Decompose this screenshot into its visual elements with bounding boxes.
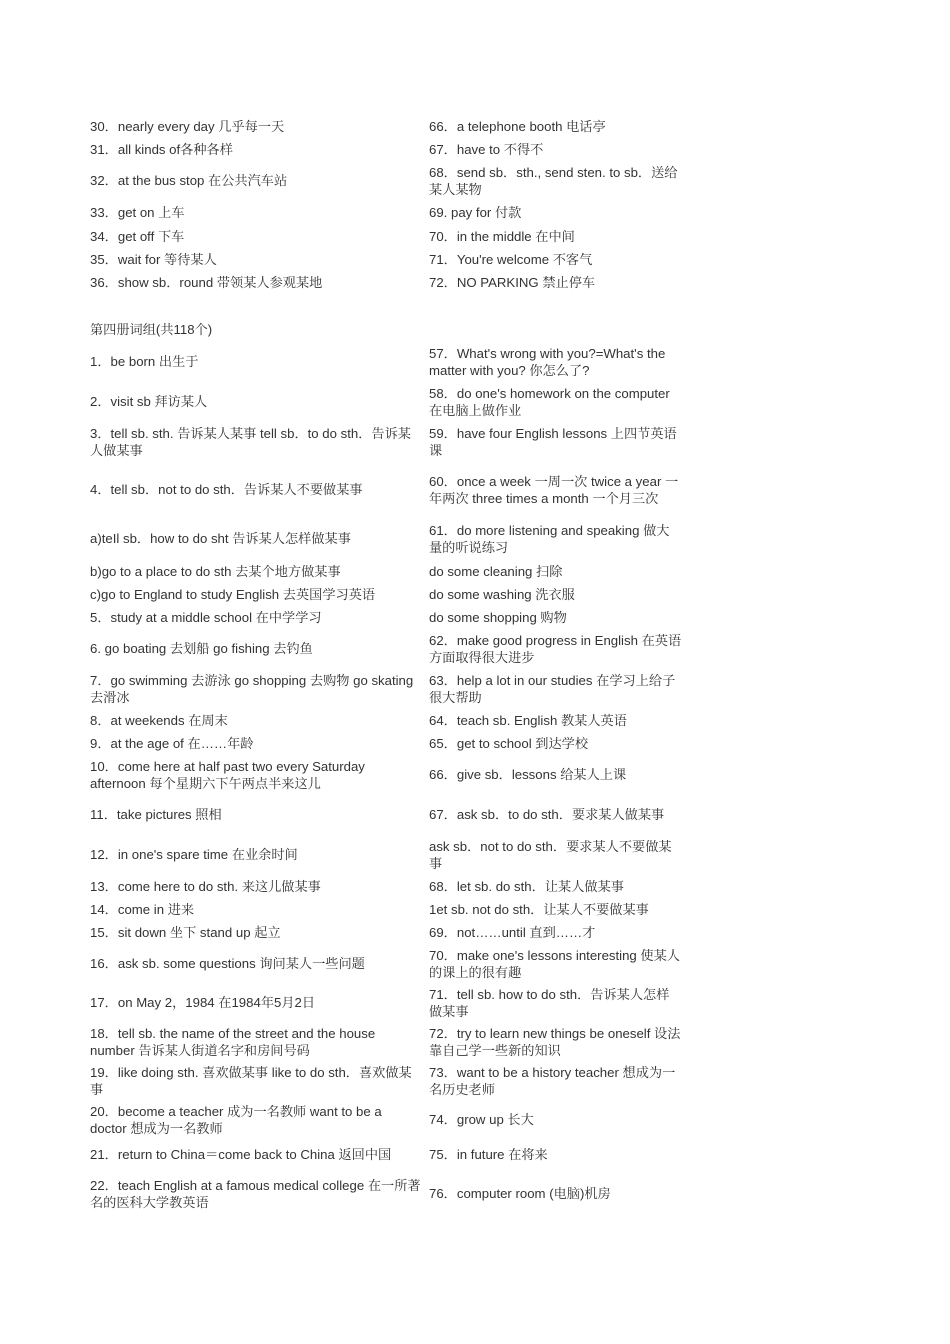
table-row [86, 984, 686, 1022]
phrase-cell: 14．come in 进来 [90, 901, 195, 917]
phrase-cell: 12．in one's spare time 在业余时间 [90, 847, 298, 863]
table-row [86, 1100, 686, 1140]
phrase-cell: 4．tell sb．not to do sth．告诉某人不要做某事 [90, 482, 363, 498]
table-row [86, 225, 686, 248]
phrase-cell: 13．come here to do sth. 来这儿做某事 [90, 878, 321, 894]
phrase-cell: 66．give sb．lessons 给某人上课 [429, 767, 627, 783]
phrase-cell: 8．at weekends 在周末 [90, 712, 228, 728]
table-row [86, 629, 686, 669]
table-row [86, 755, 686, 795]
phrase-cell: 67．have to 不得不 [429, 141, 544, 157]
phrase-cell: 68．let sb. do sth．让某人做某事 [429, 878, 624, 894]
phrase-cell: 20．become a teacher 成为一名教师 want to be a doctor 想成为一名教师 [90, 1103, 382, 1136]
phrase-cell: 30．nearly every day 几乎每一天 [90, 119, 285, 135]
phrase-cell: do some washing 洗衣服 [429, 586, 575, 602]
table-row [86, 518, 686, 560]
phrase-cell: 34．get off 下车 [90, 228, 185, 244]
phrase-cell: 63．help a lot in our studies 在学习上给子很大帮助 [429, 672, 676, 705]
table-row [86, 382, 686, 422]
phrase-cell: 21．return to China＝come back to China 返回中国 [90, 1147, 392, 1163]
phrase-cell: 65．get to school 到达学校 [429, 735, 589, 751]
phrase-cell: 35．wait for 等待某人 [90, 251, 217, 267]
phrase-cell: 6. go boating 去划船 go fishing 去钓鱼 [90, 641, 313, 657]
table-row [86, 669, 686, 709]
table-row [86, 248, 686, 271]
section-heading: 第四册词组(共118个) [90, 322, 213, 337]
table-row [86, 875, 686, 898]
table-row [86, 1022, 686, 1062]
phrase-cell: 62．make good progress in English 在英语方面取得很大进步 [429, 632, 682, 665]
table-row [86, 161, 686, 201]
phrase-cell: 9．at the age of 在……年龄 [90, 735, 254, 751]
phrase-cell: 7．go swimming 去游泳 go shopping 去购物 go skating 去滑冰 [90, 672, 414, 705]
phrase-cell: 69．not……until 直到……才 [429, 924, 596, 940]
table-row [86, 1170, 686, 1218]
table-row [86, 709, 686, 732]
phrase-cell: 64．teach sb. English 教某人英语 [429, 712, 627, 728]
table-row [86, 560, 686, 583]
phrase-cell: 71．tell sb. how to do sth．告诉某人怎样做某事 [429, 986, 670, 1019]
table-row [86, 1140, 686, 1170]
phrase-cell: 57．What's wrong with you?=What's the matter with you? 你怎么了? [429, 345, 666, 378]
phrase-cell: 31．all kinds of各种各样 [90, 141, 233, 157]
phrase-cell: 33．get on 上车 [90, 205, 185, 221]
table-row [86, 1062, 686, 1100]
phrase-cell: 18．tell sb. the name of the street and the house number 告诉某人街道名字和房间号码 [90, 1025, 376, 1058]
phrase-cell: 36．show sb．round 带领某人参观某地 [90, 275, 323, 291]
phrase-cell: 70．make one's lessons interesting 使某人的课上的很有趣 [429, 947, 680, 980]
phrase-cell: c)go to England to study English 去英国学习英语 [90, 586, 376, 602]
phrase-cell: 15．sit down 坐下 stand up 起立 [90, 924, 281, 940]
phrase-cell: 11．take pictures 照相 [90, 807, 222, 823]
phrase-cell: 61．do more listening and speaking 做大量的听说练习 [429, 522, 670, 555]
phrase-cell: 19．like doing sth. 喜欢做某事 like to do sth．喜欢做某事 [90, 1064, 412, 1097]
phrase-cell: 16．ask sb. some questions 询问某人一些问题 [90, 956, 365, 972]
table-row [86, 342, 686, 382]
phrase-cell: 59．have four English lessons 上四节英语课 [429, 425, 677, 458]
phrase-cell: 71．You're welcome 不客气 [429, 251, 593, 267]
table-row [86, 898, 686, 921]
phrase-cell: 69. pay for 付款 [429, 205, 522, 221]
phrase-cell: 22．teach English at a famous medical college 在一所著名的医科大学教英语 [90, 1177, 421, 1210]
phrase-cell: 75．in future 在将来 [429, 1147, 548, 1163]
phrase-cell: 60．once a week 一周一次 twice a year 一年两次 three times a month 一个月三次 [429, 473, 679, 506]
table-row [86, 138, 686, 161]
phrase-cell: 1．be born 出生于 [90, 354, 199, 370]
phrase-cell: 3．tell sb. sth. 告诉某人某事 tell sb．to do sth．告诉某人做某事 [90, 425, 411, 458]
phrase-cell: 32．at the bus stop 在公共汽车站 [90, 173, 288, 189]
phrase-cell: 73．want to be a history teacher 想成为一名历史老师 [429, 1064, 676, 1097]
table-row [86, 271, 686, 295]
table-row [86, 795, 686, 835]
phrase-cell: 72．NO PARKING 禁止停车 [429, 275, 596, 291]
table-row [86, 462, 686, 518]
phrase-cell: 67．ask sb．to do sth．要求某人做某事 [429, 807, 665, 823]
phrase-cell: 10．come here at half past two every Saturday afternoon 每个星期六下午两点半来这儿 [90, 758, 365, 791]
phrase-cell: b)go to a place to do sth 去某个地方做某事 [90, 563, 341, 579]
phrase-cell: 2．visit sb 拜访某人 [90, 394, 208, 410]
phrase-cell: ask sb．not to do sth．要求某人不要做某事 [429, 838, 672, 871]
phrase-table-book4 [86, 342, 686, 1218]
phrase-cell: 74．grow up 长大 [429, 1112, 534, 1128]
phrase-cell: 68．send sb．sth., send sten. to sb．送给某人某物 [429, 164, 678, 197]
table-row [86, 422, 686, 462]
phrase-table-book3 [86, 116, 686, 295]
phrase-cell: 58．do one's homework on the computer 在电脑上做作业 [429, 385, 670, 418]
table-row [86, 201, 686, 225]
phrase-cell: 5．study at a middle school 在中学学习 [90, 609, 322, 625]
table-row [86, 835, 686, 875]
phrase-cell: 1et sb. not do sth．让某人不要做某事 [429, 901, 649, 917]
phrase-cell: do some cleaning 扫除 [429, 563, 563, 579]
table-row [86, 921, 686, 944]
phrase-cell: 76．computer room (电脑)机房 [429, 1186, 611, 1202]
phrase-cell: 70．in the middle 在中间 [429, 228, 575, 244]
table-row [86, 116, 686, 138]
phrase-cell: do some shopping 购物 [429, 609, 567, 625]
phrase-cell: a)teIl sb．how to do sht 告诉某人怎样做某事 [90, 531, 351, 547]
table-row [86, 606, 686, 629]
phrase-cell: 66．a telephone booth 电话亭 [429, 119, 606, 135]
table-row [86, 944, 686, 984]
phrase-cell: 17．on May 2，1984 在1984年5月2日 [90, 995, 316, 1011]
phrase-cell: 72．try to learn new things be oneself 设法靠自己学一些新的知识 [429, 1025, 681, 1058]
table-row [86, 732, 686, 755]
table-row [86, 583, 686, 606]
